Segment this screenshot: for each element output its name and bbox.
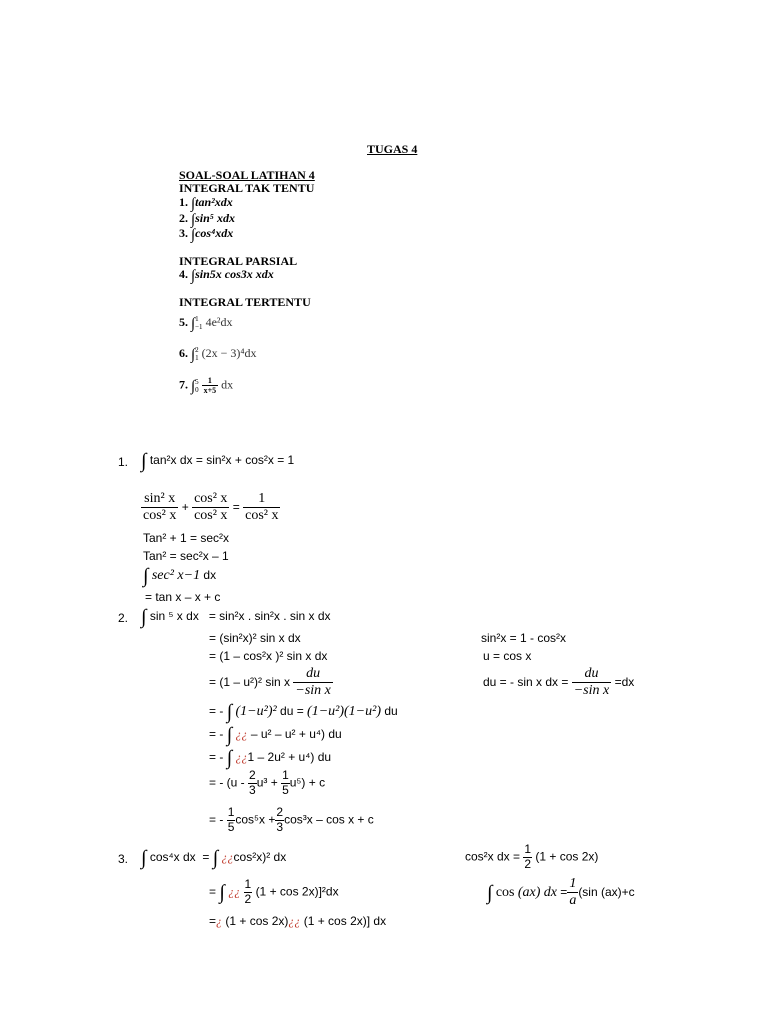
question-expression: 4e²dx [205,315,233,329]
question-3 [179,226,233,244]
fraction: $\frac{1}{5}$ [282,768,289,797]
solution-3-number: 3. [118,852,129,866]
upper-limit: 1 [195,315,199,324]
solution-1-line: = tan x – x + c [145,590,221,604]
solution-3-line: =¿ (1 + cos 2x)¿¿ (1 + cos 2x)] dx [209,914,387,928]
integral-sign: ∫ [143,565,149,587]
integral-sign: ∫ [212,847,219,869]
fraction: $\frac{2}{3}$ [276,805,284,834]
fraction: $\frac{1}{\text{cos² x}}$ [245,491,279,524]
integral-sign: ∫ [487,881,493,904]
side-note: sin²x = 1 - cos²x [481,631,567,645]
side-note: cos²x dx = $\frac{1}{2}$ (1 + cos 2x) [465,842,599,871]
integral-sign: ∫ [191,268,196,284]
solution-2-line: = - $\frac{1}{5}$ cos⁵x + $\frac{2}{3}$ cos³x – cos x + c [209,805,374,834]
solution-2-line: = - ∫ (1−u²)² du = (1−u²)(1−u²) du [209,701,398,723]
question-5 [179,315,233,333]
question-number: 6. [179,346,188,360]
question-expression: dx [221,377,234,392]
fraction: $\frac{1}{x+5}$ [203,376,217,396]
solution-1-line: ∫ sec² x−1 dx [143,565,217,587]
question-number: 3. [179,226,188,240]
fraction: $\frac{du}{\text{−sin x}}$ [573,666,610,699]
question-expression: cos⁴xdx [195,226,234,240]
question-6 [179,346,257,364]
integral-sign: ∫ [191,196,196,212]
page-title: TUGAS 4 [367,142,418,156]
solution-3-line: = ∫ ¿¿ $\frac{1}{2}$ (1 + cos 2x)]²dx [209,877,339,906]
solution-1-number: 1. [118,455,129,469]
solution-2-line: ∫ sin ⁵ x dx = sin²x . sin²x . sin x dx [141,606,331,628]
solution-1-line: Tan² = sec²x – 1 [143,549,229,563]
question-7 [179,376,233,395]
question-expression: sin⁵ xdx [195,211,235,225]
integral-sign: ∫ [191,316,196,332]
side-note: u = cos x [483,649,532,663]
question-expression: sin5x cos3x xdx [195,267,274,281]
fraction: $\frac{1}{5}$ [227,805,235,834]
fraction: $\frac{du}{\text{−sin x}}$ [295,666,331,699]
question-number: 7. [179,377,188,392]
integral-sign: ∫ [219,881,225,904]
solution-1-line: ∫ tan²x dx = sin²x + cos²x = 1 [141,450,295,472]
subtitle: SOAL-SOAL LATIHAN 4 [179,168,315,182]
fraction: $\frac{\text{sin² x}}{\text{cos² x}}$ [143,491,177,524]
solution-2-line: = - ∫ ¿¿ – u² – u² + u⁴) du [209,724,342,746]
solution-2-line: = (1 – cos²x )² sin x dx [209,649,328,663]
fraction: $\frac{2}{3}$ [249,768,256,797]
fraction: $\frac{\text{cos² x}}{\text{cos² x}}$ [194,491,228,524]
solution-2-line: = - ∫ ¿¿1 – 2u² + u⁴) du [209,747,332,769]
section-heading: INTEGRAL PARSIAL [179,254,298,268]
question-expression: (2x − 3)⁴dx [201,346,257,360]
integral-sign: ∫ [141,450,147,472]
lower-limit: −1 [195,323,203,332]
integral-sign: ∫ [141,606,147,628]
question-expression: tan²xdx [195,195,233,209]
side-note: ∫ cos (ax) dx = $\frac{1}{a}$ (sin (ax)+c [487,876,635,909]
section-heading: INTEGRAL TAK TENTU [179,181,315,195]
integral-sign: ∫ [226,724,233,746]
question-4 [179,267,274,285]
integral-sign: ∫ [191,378,196,395]
upper-limit: 2 [195,346,199,355]
integral-sign: ∫ [191,212,196,228]
integral-sign: ∫ [226,747,233,769]
section-heading: INTEGRAL TERTENTU [179,295,311,309]
integral-sign: ∫ [191,227,196,243]
fraction: $\frac{1}{2}$ [524,842,532,871]
question-number: 2. [179,211,188,225]
upper-limit: 5 [195,377,199,386]
question-number: 4. [179,267,188,281]
solution-2-line: = (1 – u²)² sin x $\frac{du}{\text{−sin x}}$ [209,666,331,699]
solution-1-line: Tan² + 1 = sec²x [143,531,230,545]
fraction: $\frac{1}{2}$ [244,877,252,906]
integral-sign: ∫ [141,847,147,869]
solution-1-fractions: $\frac{\text{sin² x}}{\text{cos² x}}$ + $\frac{\text{cos² x}}{\text{cos² x}}$ = $\frac{1}{\text{cos² x}}$ [143,491,279,524]
solution-2-line: = - (u - $\frac{2}{3}$ u³ + $\frac{1}{5}$ u⁵) + c [209,768,326,797]
lower-limit: 0 [195,385,199,394]
integral-sign: ∫ [226,701,233,723]
integral-sign: ∫ [191,347,196,363]
solution-2-line: = (sin²x)² sin x dx [209,631,301,645]
solution-2-number: 2. [118,611,129,625]
question-number: 1. [179,195,188,209]
solution-3-line: ∫ cos⁴x dx = ∫ ¿¿cos²x)² dx [141,847,287,869]
lower-limit: 1 [195,354,199,363]
side-note: du = - sin x dx = $\frac{du}{\text{−sin x}}$ =dx [483,666,635,699]
fraction: $\frac{1}{a}$ [569,876,577,909]
question-number: 5. [179,315,188,329]
